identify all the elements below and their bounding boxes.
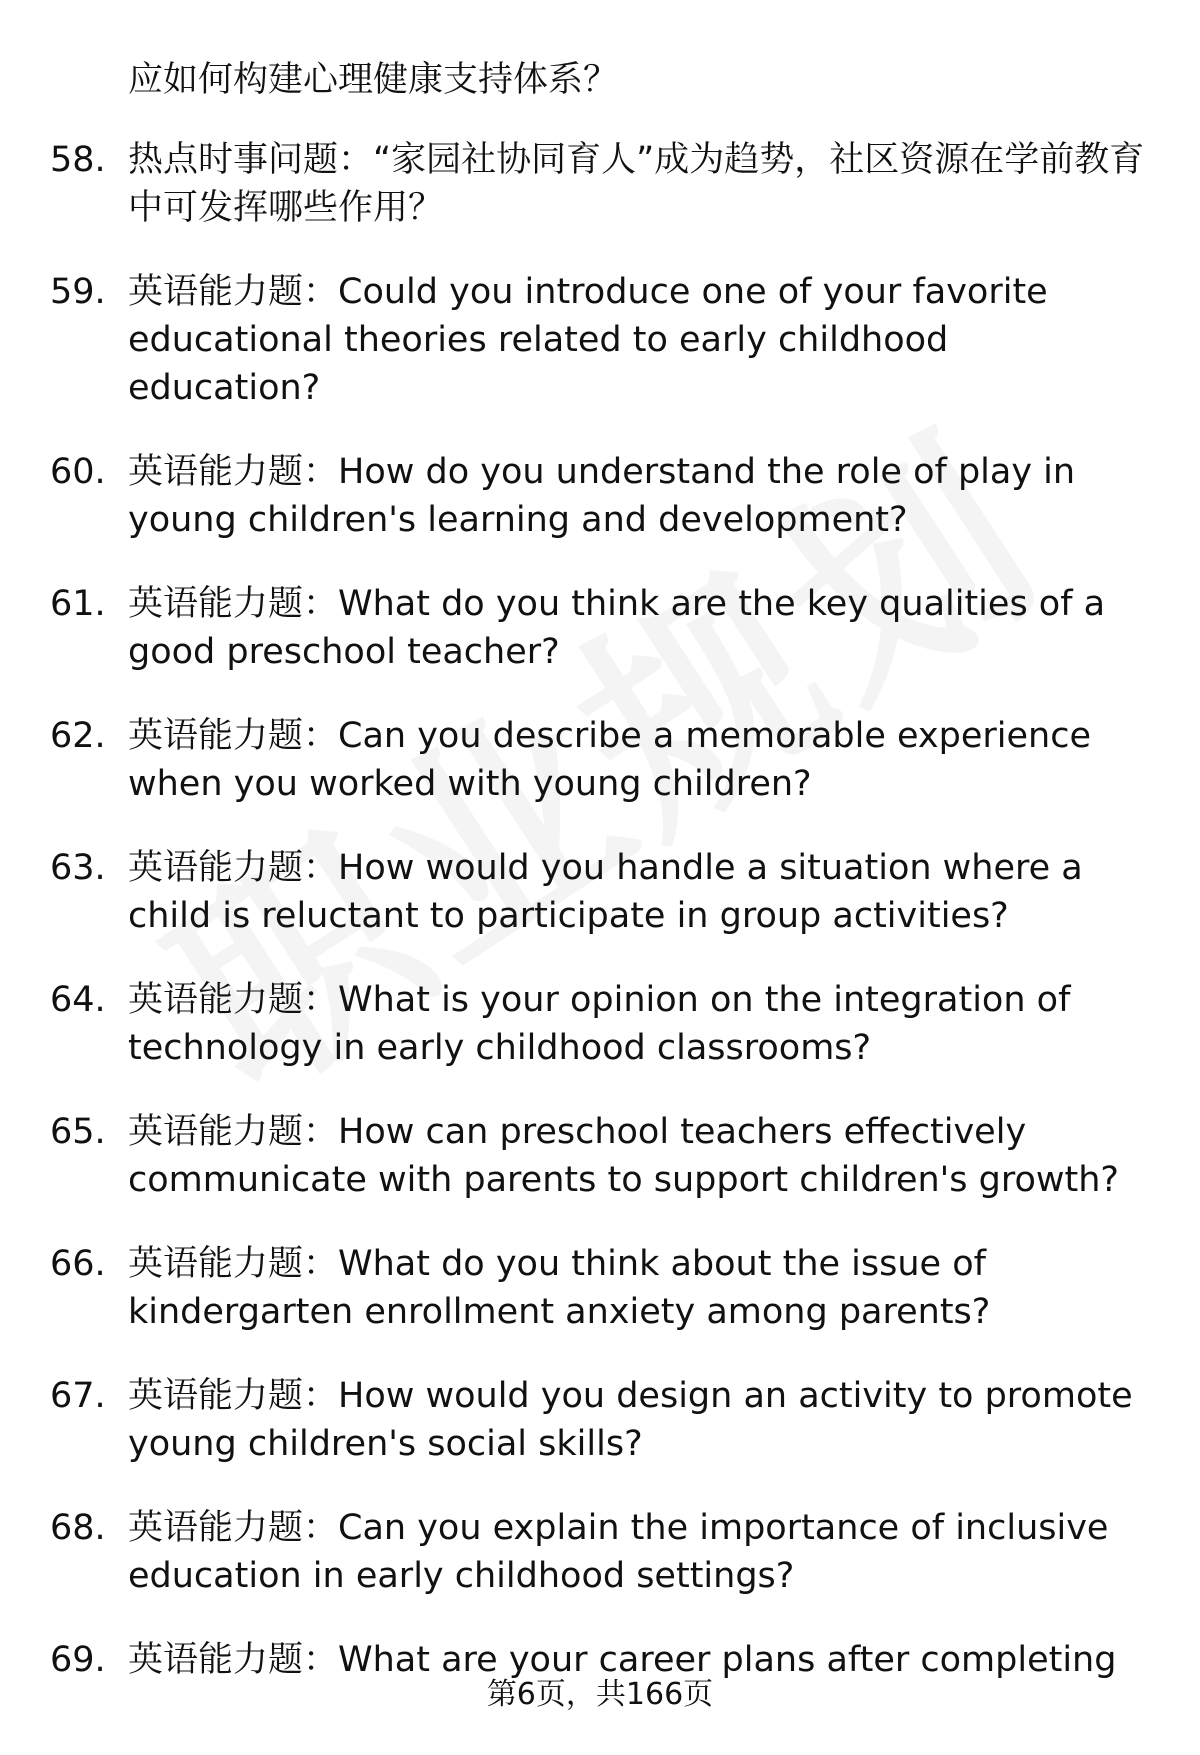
question-item: [50, 712, 1150, 808]
question-number: 61.: [50, 584, 106, 624]
question-continuation: [50, 56, 1150, 104]
question-number: 60.: [50, 452, 106, 492]
question-item: [50, 580, 1150, 676]
question-number: 59.: [50, 272, 106, 312]
question-number: 62.: [50, 716, 106, 756]
question-text: 应如何构建心理健康支持体系？: [128, 60, 619, 100]
question-text: 英语能力题：Can you explain the importance of inclusive education in early childhood settings?: [128, 1508, 1109, 1596]
question-text: 英语能力题：Can you describe a memorable experience when you worked with young children?: [128, 716, 1091, 804]
question-item: [50, 844, 1150, 940]
page-footer: 第6页，共166页: [486, 1677, 714, 1712]
question-list: [50, 56, 1150, 1720]
question-item: [50, 448, 1150, 544]
question-text: 英语能力题：How would you handle a situation where a child is reluctant to participate in group activities?: [128, 848, 1083, 936]
question-text: 英语能力题：What is your opinion on the integration of technology in early childhood classrooms?: [128, 980, 1071, 1068]
question-number: 69.: [50, 1640, 106, 1680]
question-item: [50, 1372, 1150, 1468]
question-number: 65.: [50, 1112, 106, 1152]
question-item: [50, 136, 1150, 232]
question-text: 热点时事问题：“家园社协同育人”成为趋势，社区资源在学前教育中可发挥哪些作用？: [128, 140, 1145, 228]
question-item: [50, 268, 1150, 412]
question-number: 58.: [50, 140, 106, 180]
question-number: 64.: [50, 980, 106, 1020]
question-number: 66.: [50, 1244, 106, 1284]
question-text: 英语能力题：What do you think are the key qualities of a good preschool teacher?: [128, 584, 1106, 672]
question-text: 英语能力题：What are your career plans after completing: [128, 1640, 1117, 1680]
question-item: [50, 976, 1150, 1072]
question-number: 68.: [50, 1508, 106, 1548]
question-number: 63.: [50, 848, 106, 888]
question-item: [50, 1108, 1150, 1204]
question-text: 英语能力题：How do you understand the role of play in young children's learning and development?: [128, 452, 1076, 540]
question-text: 英语能力题：Could you introduce one of your favorite educational theories related to early childhood education?: [128, 272, 1048, 408]
question-number: 67.: [50, 1376, 106, 1416]
question-text: 英语能力题：What do you think about the issue of kindergarten enrollment anxiety among parents?: [128, 1244, 991, 1332]
question-text: 英语能力题：How would you design an activity to promote young children's social skills?: [128, 1376, 1133, 1464]
question-text: 英语能力题：How can preschool teachers effectively communicate with parents to support children's growth?: [128, 1112, 1120, 1200]
question-item: [50, 1240, 1150, 1336]
question-item: [50, 1504, 1150, 1600]
